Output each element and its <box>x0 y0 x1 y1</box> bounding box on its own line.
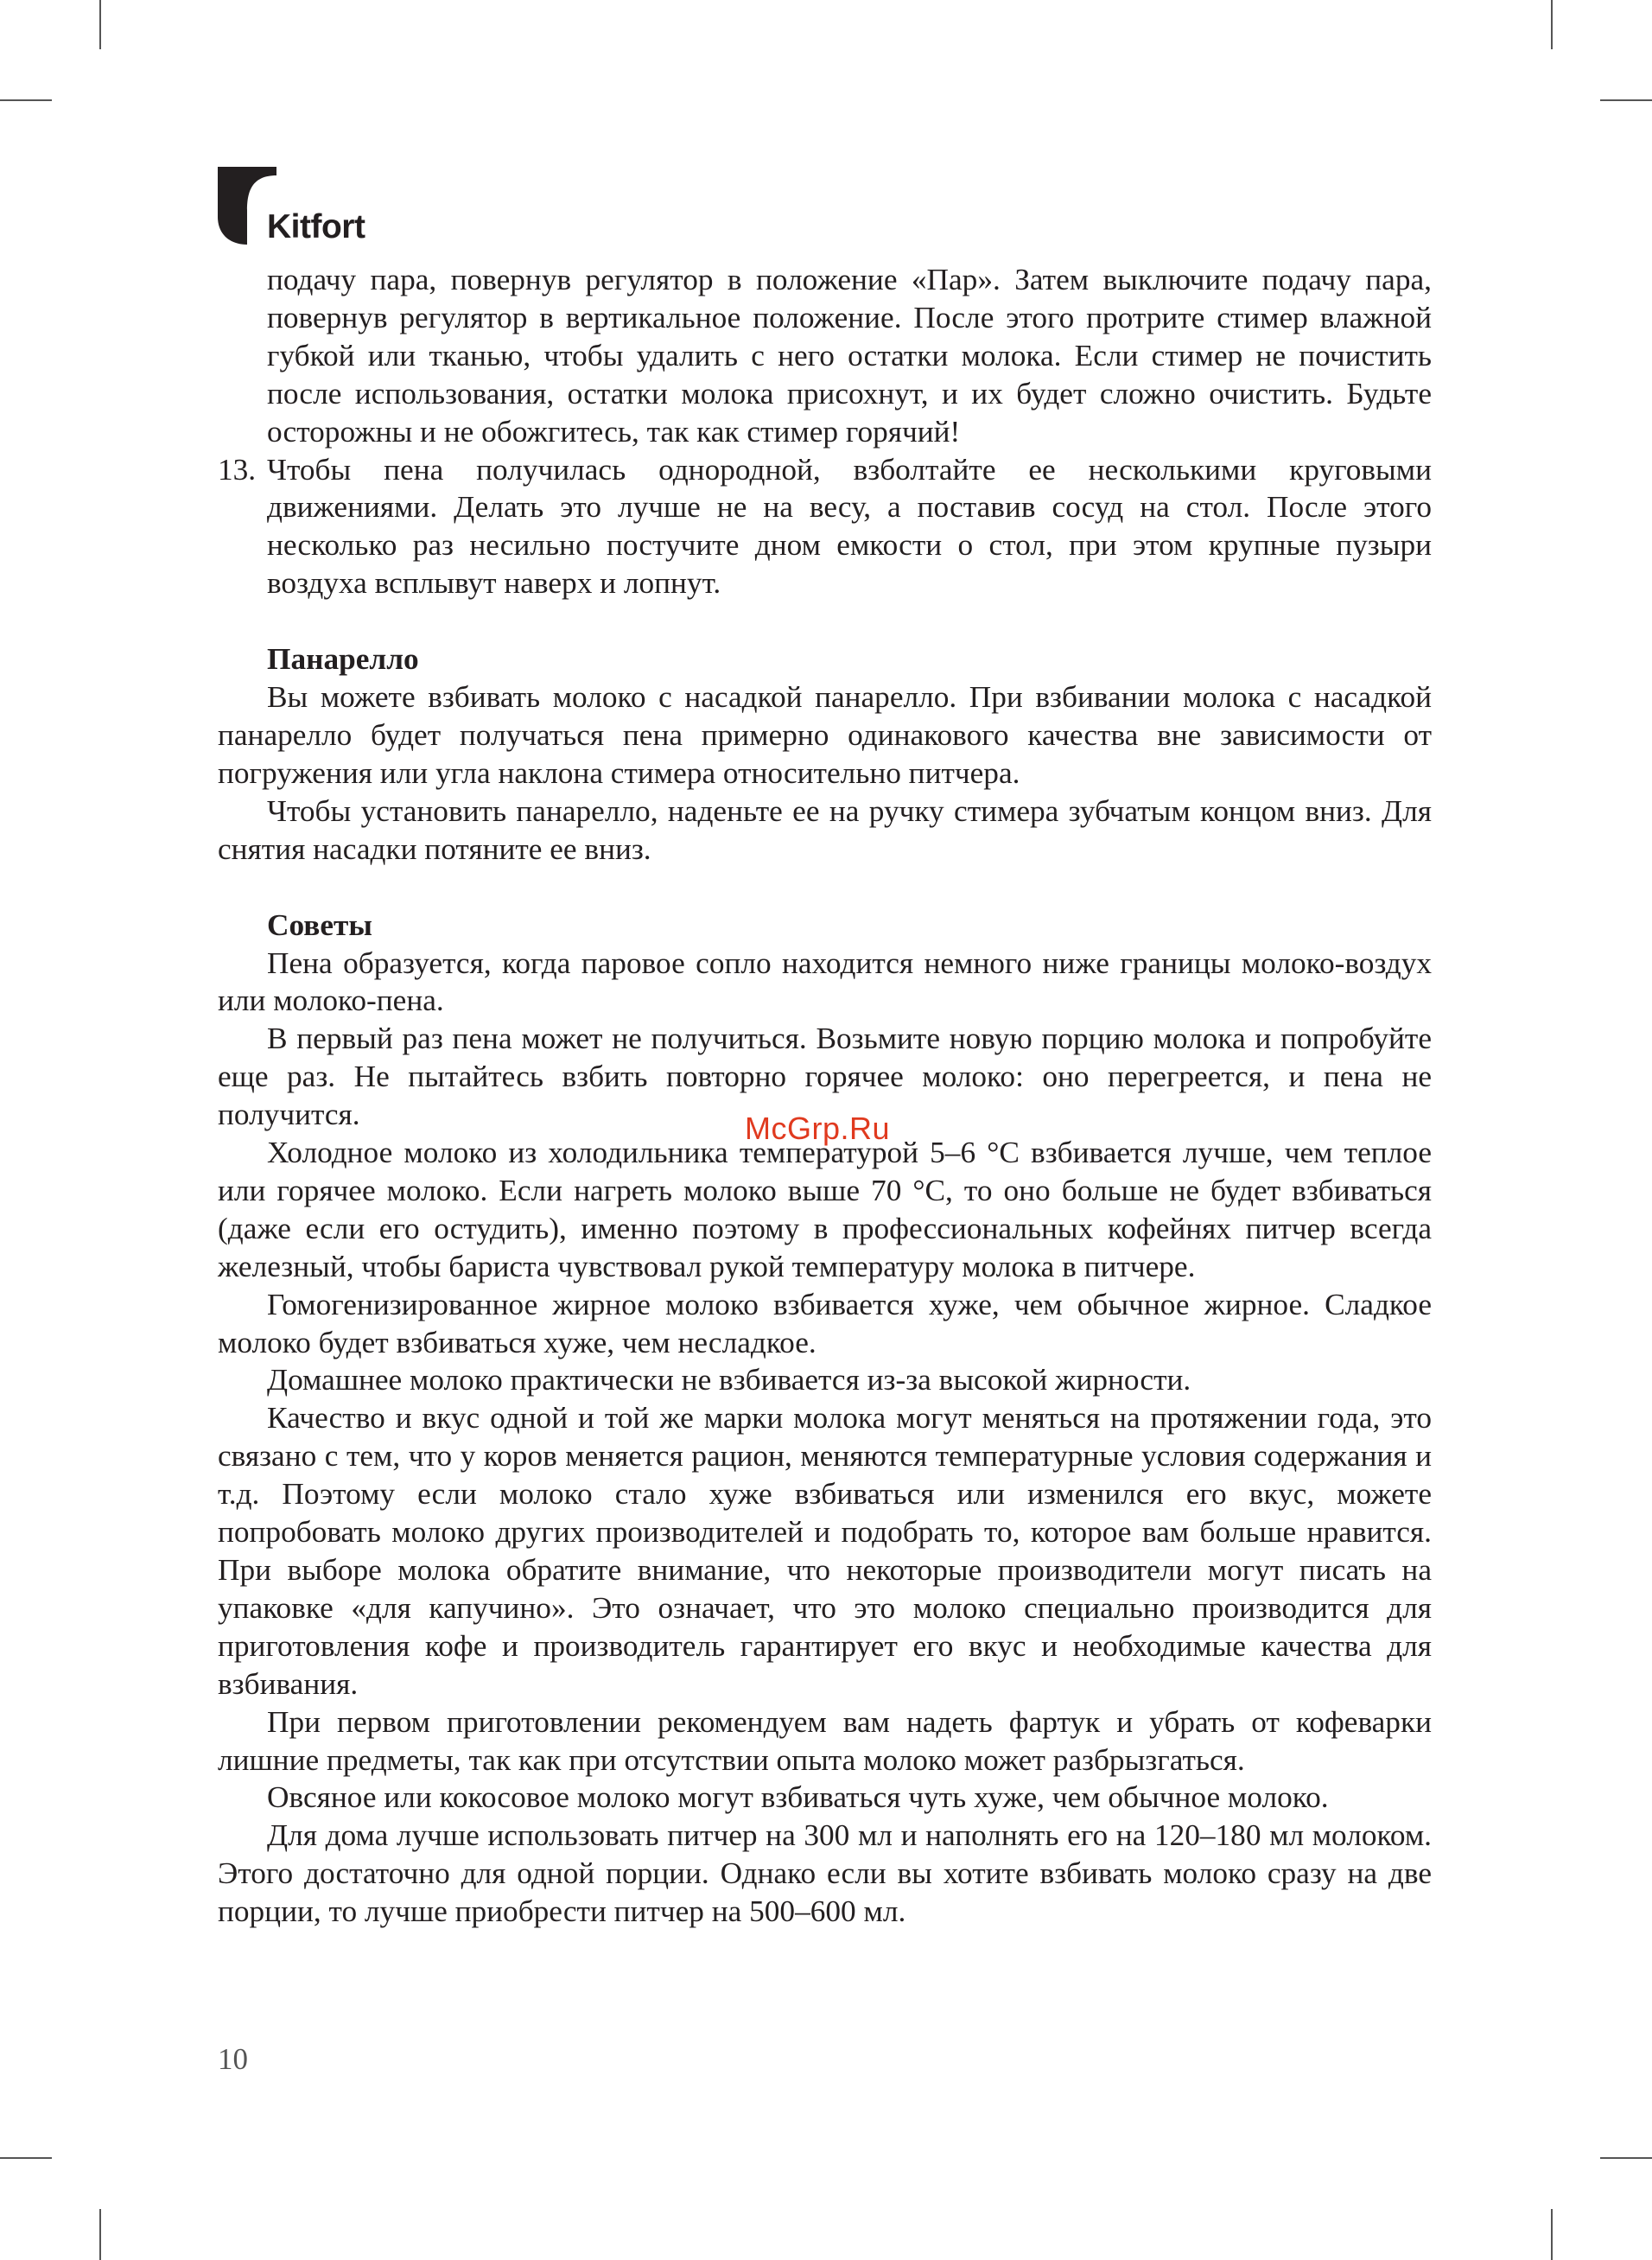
crop-mark <box>1600 99 1652 101</box>
section-heading-tips: Советы <box>267 907 372 942</box>
list-item-13 <box>218 451 1432 603</box>
crop-mark <box>99 0 101 49</box>
watermark: McGrp.Ru <box>745 1111 891 1146</box>
paragraph: Пена образуется, когда паровое сопло находится немного ниже границы молоко-воздух или молоко-пена. <box>218 945 1432 1018</box>
kitfort-logo <box>218 167 391 253</box>
crop-mark <box>1551 0 1553 49</box>
paragraph: Домашнее молоко практически не взбивается из-за высокой жирности. <box>267 1363 1191 1397</box>
list-item-text: Чтобы пена получилась однородной, взболтайте ее несколькими круговыми движениями. Делать это лучше не на весу, а поставив сосуд на стол. После этого несколько раз несильно постучите дном емкости о стол, при этом крупные пузыри воздуха всплывут наверх и лопнут. <box>267 452 1432 601</box>
paragraph: Вы можете взбивать молоко с насадкой панарелло. При взбивании молока с насадкой панарелло будет получаться пена примерно одинакового качества вне зависимости от погружения или угла наклона стимера относительно питчера. <box>218 680 1432 790</box>
paragraph: Качество и вкус одной и той же марки молока могут меняться на протяжении года, это связано с тем, что у коров меняется рацион, меняются температурные условия содержания и т.д. Поэтому если молоко стало хуже взбиваться или изменился его вкус, можете попробовать молоко других производителей и подобрать то, которое вам больше нравится. При выборе молока обратите внимание, что некоторые производители могут писать на упаковке «для капучино». Это означает, что это молоко специально производится для приготовления кофе и производитель гарантирует его вкус и необходимые качества для взбивания. <box>218 1401 1432 1701</box>
paragraph: Гомогенизированное жирное молоко взбивается хуже, чем обычное жирное. Сладкое молоко будет взбиваться хуже, чем несладкое. <box>218 1287 1432 1359</box>
section-heading-panarello: Панарелло <box>267 642 419 677</box>
paragraph: В первый раз пена может не получиться. Возьмите новую порцию молока и попробуйте еще раз. Не пытайтесь взбить повторно горячее молоко: оно перегреется, и пена не получится. <box>218 1022 1432 1132</box>
paragraph: Овсяное или кокосовое молоко могут взбиваться чуть хуже, чем обычное молоко. <box>267 1780 1329 1815</box>
paragraph: При первом приготовлении рекомендуем вам надеть фартук и убрать от кофеварки лишние предметы, так как при отсутствии опыта молоко может разбрызгаться. <box>218 1704 1432 1777</box>
paragraph: Холодное молоко из холодильника температурой 5–6 °С взбивается лучше, чем теплое или горячее молоко. Если нагреть молоко выше 70 °С, то оно больше не будет взбиваться (даже если его остудить), именно поэтому в профессиональных кофейнях питчер всегда железный, чтобы бариста чувствовал рукой температуру молока в питчере. <box>218 1136 1432 1283</box>
list-item-number: 13. <box>218 452 257 487</box>
crop-mark <box>1551 2209 1553 2260</box>
page-number: 10 <box>218 2042 248 2076</box>
paragraph: Чтобы установить панарелло, наденьте ее на ручку стимера зубчатым концом вниз. Для снятия насадки потяните ее вниз. <box>218 793 1432 866</box>
brand-name: Kitfort <box>267 208 365 245</box>
crop-mark <box>0 99 52 101</box>
continuation-paragraph: подачу пара, повернув регулятор в положение «Пар». Затем выключите подачу пара, повернув регулятор в вертикальное положение. После этого протрите стимер влажной губкой или тканью, чтобы удалить с него остатки молока. Если стимер не почистить после использования, остатки молока присохнут, и их будет сложно очистить. Будьте осторожны и не обожгитесь, так как стимер горячий! <box>267 263 1432 449</box>
document-body <box>218 261 1432 1931</box>
crop-mark <box>0 2157 52 2159</box>
paragraph: Для дома лучше использовать питчер на 300 мл и наполнять его на 120–180 мл молоком. Этого достаточно для одной порции. Однако если вы хотите взбивать молоко сразу на две порции, то лучше приобрести питчер на 500–600 мл. <box>218 1818 1432 1929</box>
crop-mark <box>1600 2157 1652 2159</box>
crop-mark <box>99 2209 101 2260</box>
